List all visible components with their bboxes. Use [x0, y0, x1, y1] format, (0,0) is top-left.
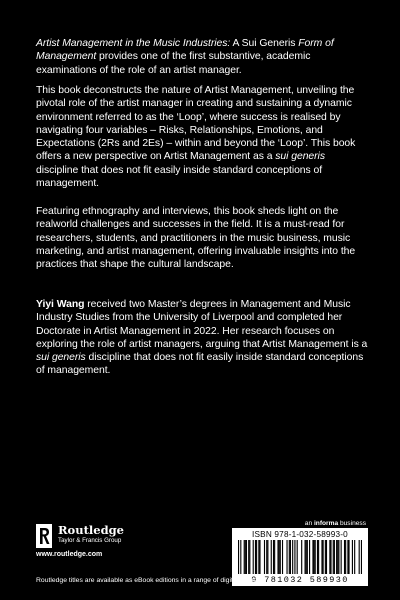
barcode-bar	[290, 540, 291, 574]
barcode-bar	[337, 540, 338, 574]
publisher-name: Routledge	[58, 523, 124, 537]
barcode-bar	[292, 540, 293, 574]
barcode-bar	[301, 540, 302, 574]
barcode-bar	[326, 540, 327, 574]
barcode-bar	[280, 540, 281, 574]
barcode-bar	[336, 540, 337, 574]
barcode-bar	[258, 540, 259, 574]
barcode-bar	[277, 540, 278, 574]
barcode-bar	[256, 540, 257, 574]
routledge-r-icon	[36, 524, 52, 548]
book-title: Artist Management in the Music Industries:	[36, 38, 231, 49]
barcode-bar	[344, 540, 345, 574]
barcode-bar	[249, 540, 250, 574]
barcode-bar	[273, 540, 274, 574]
barcode-bar	[318, 540, 319, 574]
barcode-bar	[244, 540, 245, 574]
barcode-bar	[359, 540, 360, 574]
barcode-bar	[361, 540, 362, 574]
barcode-bars	[238, 540, 362, 574]
barcode-bar	[341, 540, 342, 574]
barcode-bar	[321, 540, 322, 574]
barcode-bar	[253, 540, 254, 574]
barcode-bar	[240, 540, 241, 574]
barcode-bar	[289, 540, 290, 574]
intro-rest: provides one of the first substantive, academic examinations of the role of an artist manager.	[36, 51, 311, 76]
barcode-bar	[315, 540, 316, 574]
author-name: Yiyi Wang	[36, 299, 85, 310]
publisher-group: Taylor & Francis Group	[58, 537, 122, 544]
barcode-bar	[305, 540, 306, 574]
barcode-bar	[309, 540, 310, 574]
barcode-bar	[246, 540, 247, 574]
publisher-url: www.routledge.com	[36, 551, 103, 558]
barcode-bar	[255, 540, 256, 574]
barcode-bar	[314, 540, 315, 574]
description-text: This book deconstructs the nature of Artist Management, unveiling the pivotal role of the artist manager in creating and sustaining a dynamic environment referred to as the ‘Loop’, where success is realised by navigating four variables – Risks, Relationships, Emotions, and Expectations (2Rs and 2Es) – within and beyond the ‘Loop’. This book offers a new perspective on Artist Management as a	[36, 85, 356, 163]
author-bio-paragraph	[36, 298, 368, 378]
publisher-logo	[36, 524, 166, 564]
description-text-end: discipline that does not fit easily inside standard conceptions of management.	[36, 164, 323, 190]
author-bio-italic: sui generis	[36, 352, 86, 364]
barcode-bar	[282, 540, 283, 574]
barcode-bar	[325, 540, 326, 574]
barcode-bar	[333, 540, 334, 574]
footer-ebook-note: Routledge titles are available as eBook editions in a range of digital formats	[36, 577, 263, 584]
informa-business-label	[305, 520, 366, 527]
barcode-bar	[266, 540, 267, 574]
author-bio-text: received two Master’s degrees in Management and Music Industry Studies from the University of Liverpool and completed her Doctorate in Artist Management in 2022. Her research focuses on exploring the role of artist managers, arguing that Artist Management is a	[36, 299, 368, 350]
barcode-bar	[317, 540, 318, 574]
barcode-bar	[259, 540, 260, 574]
informa-prefix: an	[304, 520, 314, 527]
isbn-label: ISBN 978-1-032-58993-0	[252, 530, 348, 539]
barcode-bar	[338, 540, 339, 574]
barcode-bar	[248, 540, 249, 574]
informa-suffix: business	[338, 520, 366, 527]
book-subtitle-part: A Sui Generis	[230, 38, 299, 49]
barcode-bar	[345, 540, 346, 574]
description-italic: sui generis	[275, 151, 325, 163]
intro-paragraph	[36, 37, 368, 77]
barcode-bar	[348, 540, 349, 574]
author-bio-text-end: discipline that does not fit easily inside standard conceptions of management.	[36, 352, 364, 377]
barcode-bar	[306, 540, 307, 574]
features-text: Featuring ethnography and interviews, this book sheds light on the realworld challenges and successes in the field. It is a must-read for researchers, students, and practitioners in the music business, music marketing, and artist management, offering invaluable insights into the practices that shape the cultural landscape.	[36, 206, 356, 271]
barcode-bar	[264, 540, 265, 574]
barcode-bar	[352, 540, 353, 574]
book-subtitle-italic: Form of Management	[36, 38, 334, 63]
barcode-bar	[330, 540, 331, 574]
barcode-digits: 9 781032 589930	[251, 575, 349, 585]
barcode-bar	[307, 540, 308, 574]
barcode-bar	[267, 540, 268, 574]
barcode-bar	[274, 540, 275, 574]
barcode-bar	[238, 540, 239, 574]
barcode-bar	[297, 540, 298, 574]
barcode-bar	[294, 540, 295, 574]
description-paragraph	[36, 84, 368, 190]
barcode-bar	[245, 540, 246, 574]
barcode-bar	[312, 540, 313, 574]
barcode-bar	[271, 540, 272, 574]
barcode-bar	[347, 540, 348, 574]
barcode-bar	[334, 540, 335, 574]
informa-name: informa	[313, 520, 339, 527]
barcode-bar	[279, 540, 280, 574]
features-paragraph	[36, 205, 368, 271]
barcode-bar	[329, 540, 330, 574]
barcode-bar	[323, 540, 324, 574]
barcode-bar	[354, 540, 355, 574]
barcode-bar	[286, 540, 287, 574]
